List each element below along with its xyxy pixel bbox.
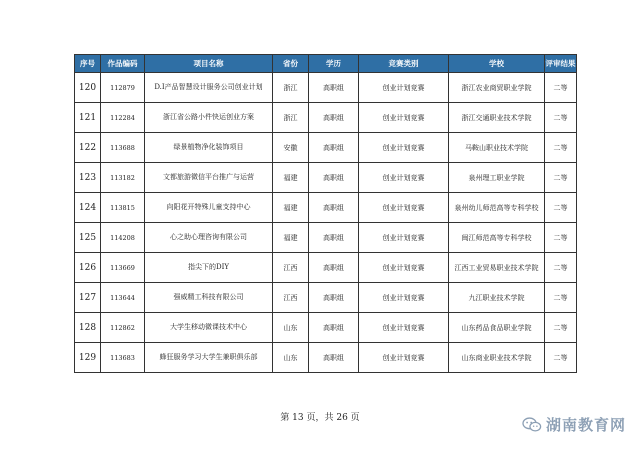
serial-cell: 123 (75, 163, 101, 193)
table-row (75, 193, 577, 223)
code-cell: 113815 (101, 193, 145, 223)
school-cell: 浙江农业商贸职业学院 (449, 73, 545, 103)
province-cell: 福建 (273, 193, 309, 223)
table-row (75, 283, 577, 313)
category-cell: 创业计划竞赛 (359, 103, 449, 133)
education-cell: 高职组 (309, 73, 359, 103)
project-name-cell: 文都旅游微信平台推广与运营 (145, 163, 273, 193)
serial-cell: 126 (75, 253, 101, 283)
province-cell: 江西 (273, 283, 309, 313)
header-cell: 学校 (449, 55, 545, 73)
school-cell: 九江职业技术学院 (449, 283, 545, 313)
result-cell: 二等 (545, 133, 577, 163)
code-cell: 113688 (101, 133, 145, 163)
category-cell: 创业计划竞赛 (359, 313, 449, 343)
school-cell: 山东商业职业技术学院 (449, 343, 545, 373)
table-row (75, 133, 577, 163)
school-cell: 江西工业贸易职业技术学院 (449, 253, 545, 283)
project-name-cell: 大学生移动微课技术中心 (145, 313, 273, 343)
serial-cell: 129 (75, 343, 101, 373)
project-name-cell: 指尖下的DIY (145, 253, 273, 283)
results-table (74, 54, 577, 373)
header-cell: 项目名称 (145, 55, 273, 73)
table-row (75, 73, 577, 103)
page-number: 第 13 页，共 26 页 (280, 413, 360, 423)
header-cell: 作品编码 (101, 55, 145, 73)
code-cell: 113644 (101, 283, 145, 313)
project-name-cell: 浙江省公路小件快运创业方案 (145, 103, 273, 133)
code-cell: 112879 (101, 73, 145, 103)
result-cell: 二等 (545, 343, 577, 373)
province-cell: 山东 (273, 313, 309, 343)
education-cell: 高职组 (309, 163, 359, 193)
results-table-container (74, 54, 576, 373)
result-cell: 二等 (545, 103, 577, 133)
project-name-cell: 向阳花开特殊儿童支持中心 (145, 193, 273, 223)
serial-cell: 122 (75, 133, 101, 163)
result-cell: 二等 (545, 253, 577, 283)
category-cell: 创业计划竞赛 (359, 133, 449, 163)
category-cell: 创业计划竞赛 (359, 73, 449, 103)
code-cell: 113683 (101, 343, 145, 373)
header-cell: 学历 (309, 55, 359, 73)
table-row (75, 103, 577, 133)
education-cell: 高职组 (309, 193, 359, 223)
code-cell: 112862 (101, 313, 145, 343)
serial-cell: 128 (75, 313, 101, 343)
education-cell: 高职组 (309, 133, 359, 163)
province-cell: 山东 (273, 343, 309, 373)
header-cell: 评审结果 (545, 55, 577, 73)
result-cell: 二等 (545, 193, 577, 223)
code-cell: 112284 (101, 103, 145, 133)
school-cell: 浙江交通职业技术学院 (449, 103, 545, 133)
category-cell: 创业计划竞赛 (359, 343, 449, 373)
project-name-cell: 强威精工科技有限公司 (145, 283, 273, 313)
category-cell: 创业计划竞赛 (359, 223, 449, 253)
category-cell: 创业计划竞赛 (359, 253, 449, 283)
serial-cell: 121 (75, 103, 101, 133)
watermark (522, 414, 626, 435)
header-cell: 竞赛类别 (359, 55, 449, 73)
province-cell: 福建 (273, 223, 309, 253)
header-cell: 序号 (75, 55, 101, 73)
serial-cell: 124 (75, 193, 101, 223)
province-cell: 安徽 (273, 133, 309, 163)
education-cell: 高职组 (309, 253, 359, 283)
education-cell: 高职组 (309, 313, 359, 343)
table-header-row (75, 55, 577, 73)
project-name-cell: 蜂狂服务学习大学生兼职俱乐部 (145, 343, 273, 373)
project-name-cell: 绿景植物净化装饰项目 (145, 133, 273, 163)
school-cell: 闽江师范高等专科学校 (449, 223, 545, 253)
result-cell: 二等 (545, 223, 577, 253)
school-cell: 山东药品食品职业学院 (449, 313, 545, 343)
province-cell: 福建 (273, 163, 309, 193)
serial-cell: 120 (75, 73, 101, 103)
result-cell: 二等 (545, 283, 577, 313)
table-row (75, 163, 577, 193)
table-row (75, 313, 577, 343)
school-cell: 泉州幼儿师范高等专科学校 (449, 193, 545, 223)
table-row (75, 223, 577, 253)
school-cell: 泉州理工职业学院 (449, 163, 545, 193)
code-cell: 113669 (101, 253, 145, 283)
category-cell: 创业计划竞赛 (359, 283, 449, 313)
education-cell: 高职组 (309, 223, 359, 253)
province-cell: 江西 (273, 253, 309, 283)
education-cell: 高职组 (309, 283, 359, 313)
header-cell: 省份 (273, 55, 309, 73)
code-cell: 113182 (101, 163, 145, 193)
serial-cell: 127 (75, 283, 101, 313)
school-cell: 马鞍山职业技术学院 (449, 133, 545, 163)
category-cell: 创业计划竞赛 (359, 163, 449, 193)
table-row (75, 253, 577, 283)
wechat-icon (522, 416, 542, 434)
result-cell: 二等 (545, 313, 577, 343)
education-cell: 高职组 (309, 103, 359, 133)
project-name-cell: D.I产品智慧设计服务公司创业计划 (145, 73, 273, 103)
code-cell: 114208 (101, 223, 145, 253)
province-cell: 浙江 (273, 103, 309, 133)
result-cell: 二等 (545, 163, 577, 193)
project-name-cell: 心之助心理咨询有限公司 (145, 223, 273, 253)
serial-cell: 125 (75, 223, 101, 253)
education-cell: 高职组 (309, 343, 359, 373)
result-cell: 二等 (545, 73, 577, 103)
category-cell: 创业计划竞赛 (359, 193, 449, 223)
province-cell: 浙江 (273, 73, 309, 103)
watermark-text: 湖南教育网 (545, 416, 626, 434)
table-row (75, 343, 577, 373)
